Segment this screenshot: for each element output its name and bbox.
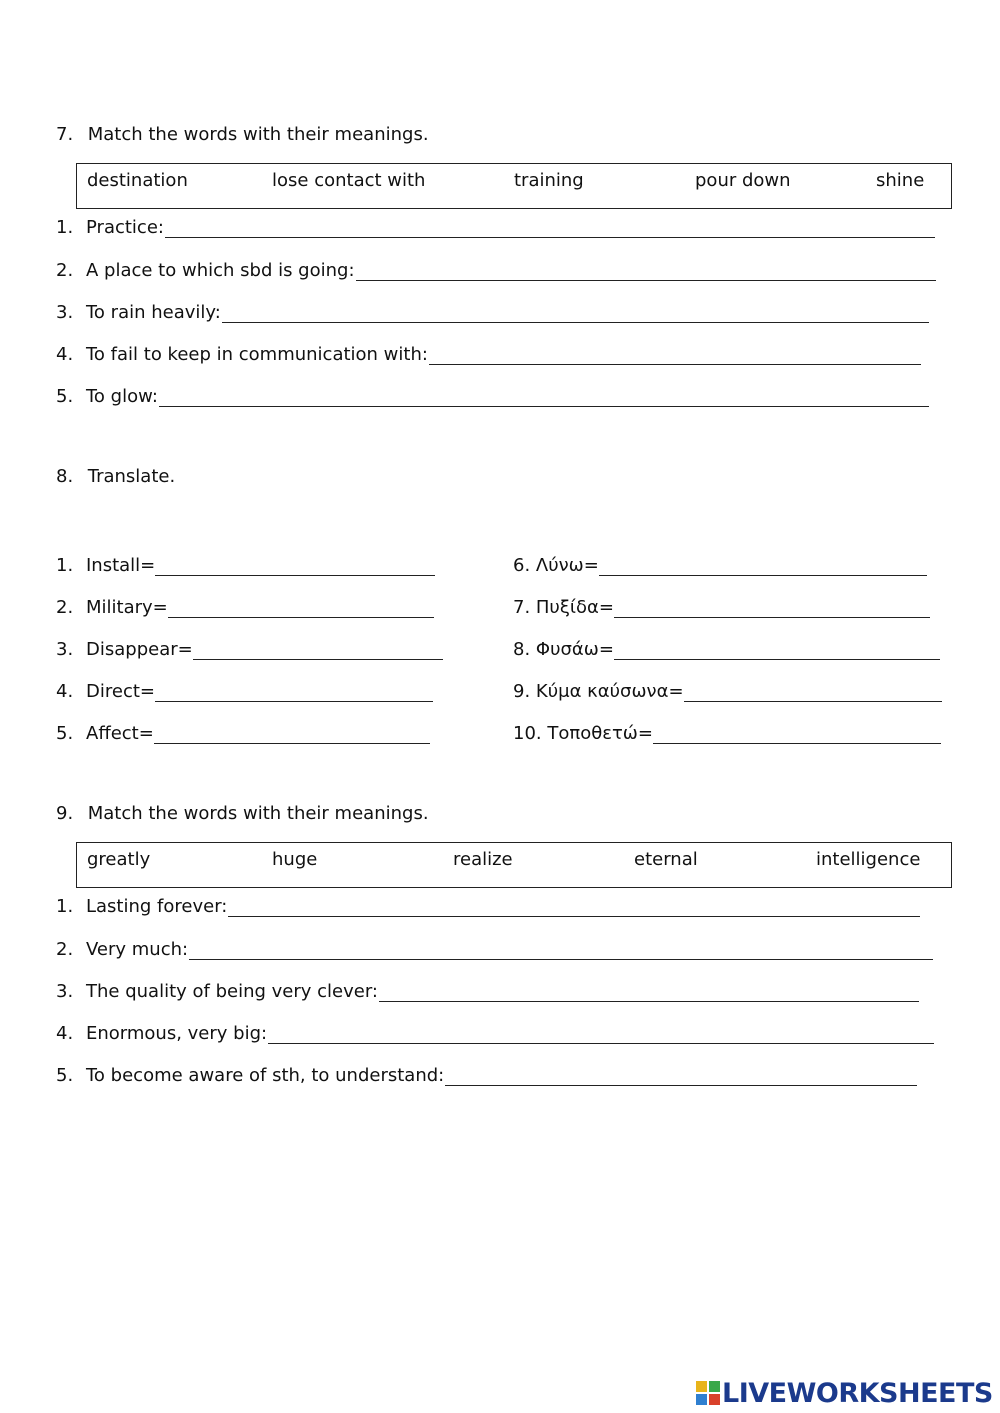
item-number: 2. <box>56 939 74 960</box>
exercise-7-item-2 <box>56 255 936 281</box>
word-bank-item: greatly <box>87 849 151 870</box>
word-bank-item: training <box>514 170 584 191</box>
exercise-7-item-3 <box>56 297 929 323</box>
answer-blank[interactable] <box>154 723 430 744</box>
word-bank-item: realize <box>453 849 513 870</box>
translate-item-6 <box>513 550 927 576</box>
answer-blank[interactable] <box>193 639 443 660</box>
translate-item-5 <box>56 718 430 744</box>
answer-blank[interactable] <box>445 1065 917 1086</box>
exercise-9-item-2 <box>56 934 933 960</box>
section-9-number: 9. <box>56 803 74 824</box>
item-number: 3. <box>56 981 74 1002</box>
translate-word: Disappear= <box>86 639 193 660</box>
answer-blank[interactable] <box>165 217 935 238</box>
translate-word: 10. Τοποθετώ= <box>513 723 653 744</box>
section-7-number: 7. <box>56 124 74 145</box>
item-prompt: To fail to keep in communication with: <box>86 344 428 365</box>
word-bank-item: shine <box>876 170 925 191</box>
answer-blank[interactable] <box>268 1023 934 1044</box>
item-prompt: To glow: <box>86 386 158 407</box>
answer-blank[interactable] <box>653 723 941 744</box>
translate-word: Direct= <box>86 681 155 702</box>
answer-blank[interactable] <box>155 681 433 702</box>
item-number: 4. <box>56 344 74 365</box>
word-bank-item: huge <box>272 849 318 870</box>
item-prompt: Practice: <box>86 217 164 238</box>
translate-word: Install= <box>86 555 156 576</box>
exercise-7-item-5 <box>56 381 929 407</box>
section-8-heading <box>56 466 175 487</box>
item-prompt: Lasting forever: <box>86 896 228 917</box>
translate-word: Affect= <box>86 723 154 744</box>
item-prompt: Enormous, very big: <box>86 1023 268 1044</box>
word-bank-item: lose contact with <box>272 170 426 191</box>
answer-blank[interactable] <box>168 597 434 618</box>
item-number: 4. <box>56 1023 74 1044</box>
translate-item-2 <box>56 592 434 618</box>
logo-squares-icon <box>696 1381 720 1405</box>
word-bank-item: destination <box>87 170 188 191</box>
item-number: 4. <box>56 681 74 702</box>
item-prompt: Very much: <box>86 939 189 960</box>
item-number: 5. <box>56 1065 74 1086</box>
answer-blank[interactable] <box>379 981 919 1002</box>
translate-item-8 <box>513 634 940 660</box>
translate-item-9 <box>513 676 942 702</box>
liveworksheets-logo <box>696 1378 993 1408</box>
exercise-7-item-1 <box>56 212 935 238</box>
item-number: 2. <box>56 597 74 618</box>
exercise-9-item-3 <box>56 976 919 1002</box>
translate-item-3 <box>56 634 443 660</box>
item-number: 5. <box>56 386 74 407</box>
section-9-title: Match the words with their meanings. <box>87 803 429 824</box>
answer-blank[interactable] <box>228 896 920 917</box>
section-9-heading <box>56 803 429 824</box>
word-bank-9 <box>76 842 952 888</box>
exercise-9-item-5 <box>56 1060 917 1086</box>
answer-blank[interactable] <box>159 386 929 407</box>
item-number: 1. <box>56 555 74 576</box>
translate-word: 8. Φυσάω= <box>513 639 614 660</box>
section-7-heading <box>56 124 429 145</box>
exercise-9-item-4 <box>56 1018 934 1044</box>
answer-blank[interactable] <box>155 555 435 576</box>
section-8-title: Translate. <box>87 466 176 487</box>
section-7-title: Match the words with their meanings. <box>87 124 429 145</box>
item-prompt: To become aware of sth, to understand: <box>86 1065 445 1086</box>
answer-blank[interactable] <box>429 344 921 365</box>
exercise-7-item-4 <box>56 339 921 365</box>
word-bank-item: pour down <box>695 170 791 191</box>
item-number: 3. <box>56 639 74 660</box>
word-bank-item: intelligence <box>816 849 921 870</box>
answer-blank[interactable] <box>356 260 936 281</box>
logo-text: LIVEWORKSHEETS <box>722 1377 993 1409</box>
item-prompt: A place to which sbd is going: <box>86 260 355 281</box>
item-number: 1. <box>56 896 74 917</box>
item-prompt: To rain heavily: <box>86 302 221 323</box>
answer-blank[interactable] <box>189 939 933 960</box>
translate-word: Military= <box>86 597 168 618</box>
translate-word: 9. Κύμα καύσωνα= <box>513 681 684 702</box>
translate-item-4 <box>56 676 433 702</box>
translate-item-1 <box>56 550 435 576</box>
section-8-number: 8. <box>56 466 74 487</box>
item-number: 3. <box>56 302 74 323</box>
item-number: 2. <box>56 260 74 281</box>
translate-item-7 <box>513 592 930 618</box>
word-bank-7 <box>76 163 952 209</box>
exercise-9-item-1 <box>56 891 920 917</box>
translate-word: 6. Λύνω= <box>513 555 599 576</box>
answer-blank[interactable] <box>222 302 929 323</box>
translate-item-10 <box>513 718 941 744</box>
item-number: 5. <box>56 723 74 744</box>
item-prompt: The quality of being very clever: <box>86 981 378 1002</box>
translate-word: 7. Πυξίδα= <box>513 597 614 618</box>
word-bank-item: eternal <box>634 849 698 870</box>
answer-blank[interactable] <box>684 681 942 702</box>
item-number: 1. <box>56 217 74 238</box>
answer-blank[interactable] <box>614 639 940 660</box>
answer-blank[interactable] <box>614 597 930 618</box>
answer-blank[interactable] <box>599 555 927 576</box>
